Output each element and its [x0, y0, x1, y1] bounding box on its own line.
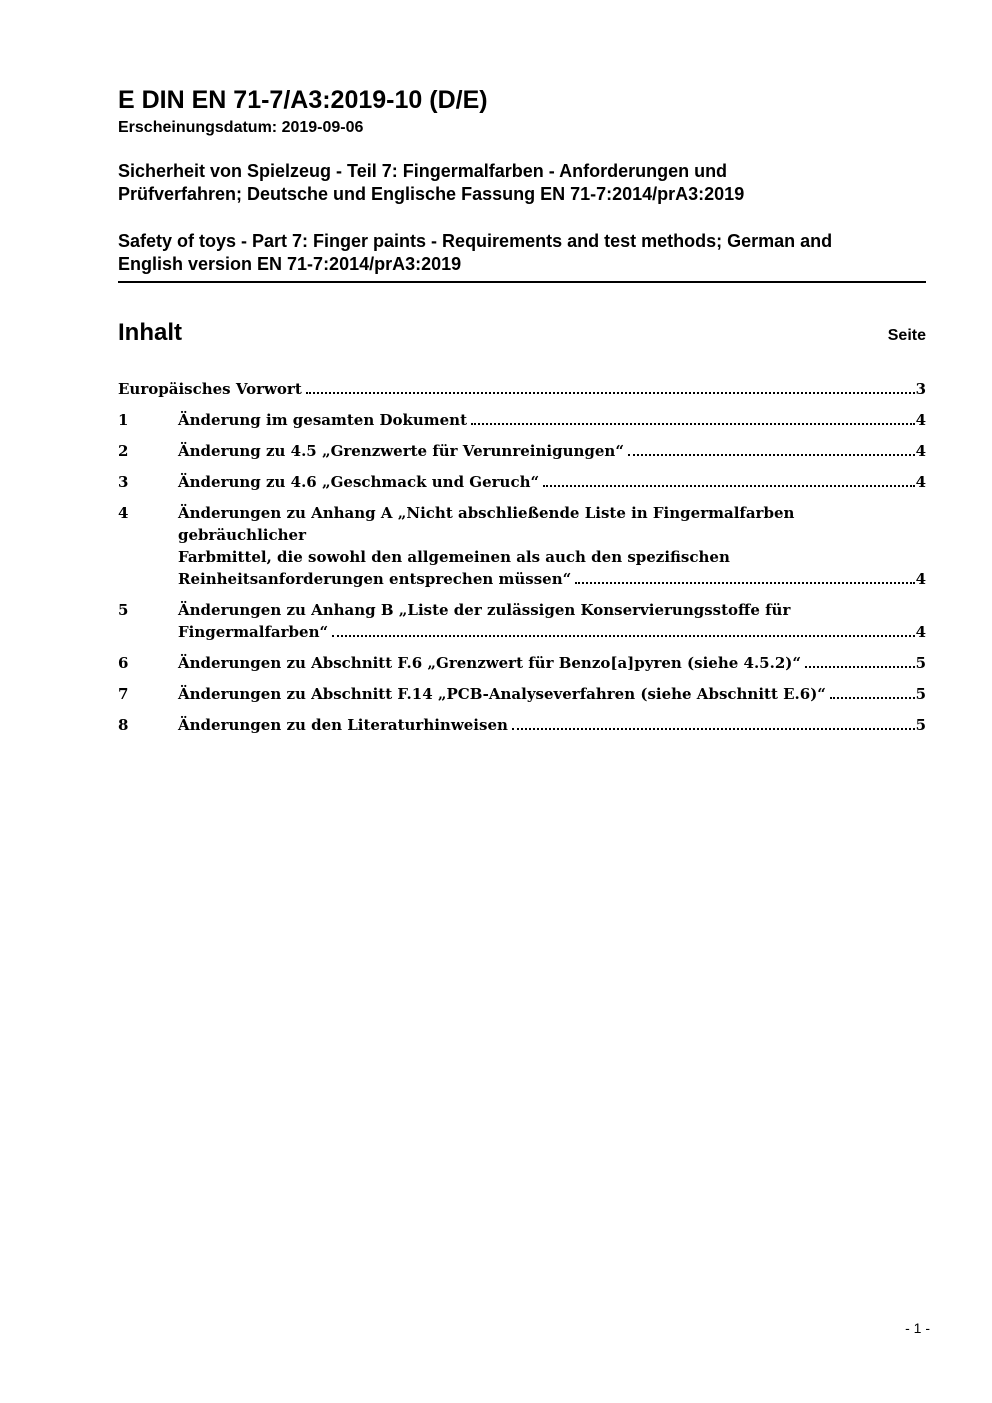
toc-header-row: [118, 319, 926, 347]
toc-entry-text: Änderungen zu Anhang B „Liste der zulässigen Konservierungsstoffe für: [178, 601, 791, 619]
toc-page-number: 4: [915, 623, 926, 641]
toc-entry-lastline: [178, 409, 926, 431]
toc-entry: [118, 471, 926, 493]
toc-entry: [118, 683, 926, 705]
toc-entry: [118, 502, 926, 590]
toc-entry-body: [178, 471, 926, 493]
subtitle-english: [118, 230, 926, 276]
toc-page-number: 4: [915, 442, 926, 460]
toc-page-number: 5: [915, 716, 926, 734]
toc-entry-lastline: [178, 652, 926, 674]
subtitle-english-line-2: English version EN 71-7:2014/prA3:2019: [118, 254, 462, 274]
toc-page-number: 4: [915, 473, 926, 491]
toc-entry-text: Europäisches Vorwort: [118, 380, 302, 398]
toc-entry-lastline: [178, 621, 926, 643]
toc-page-number: 4: [915, 570, 926, 588]
toc-leader-dots: [332, 634, 914, 637]
toc-page-column-label: Seite: [887, 327, 926, 344]
toc-leader-dots: [575, 581, 914, 584]
toc-heading: Inhalt: [118, 319, 182, 346]
toc-entry: [118, 714, 926, 736]
toc-entry-text: Änderungen zu den Literaturhinweisen: [178, 716, 508, 734]
toc-entry-body: [178, 409, 926, 431]
toc-leader-dots: [471, 422, 915, 425]
toc-entry-lastline: [178, 714, 926, 736]
toc-entry-body: [178, 714, 926, 736]
toc-entry-text: Änderung im gesamten Dokument: [178, 411, 468, 429]
document-content: [118, 0, 926, 745]
toc-entry-text: Änderungen zu Anhang A „Nicht abschließende Liste in Fingermalfarben gebräuchlicher: [178, 504, 795, 544]
toc-leader-dots: [805, 665, 915, 668]
toc-leader-dots: [512, 727, 915, 730]
subtitle-german-line-1: Sicherheit von Spielzeug - Teil 7: Fingermalfarben - Anforderungen und: [118, 161, 728, 181]
toc-entry-body: [178, 652, 926, 674]
page-title: E DIN EN 71-7/A3:2019-10 (D/E): [118, 86, 488, 114]
toc-entry-body: [178, 440, 926, 462]
toc-entry-text: Änderungen zu Abschnitt F.14 „PCB-Analyseverfahren (siehe Abschnitt E.6)“: [178, 685, 826, 703]
toc-entry-body: [178, 683, 926, 705]
toc-entry-number: 2: [118, 442, 129, 460]
toc-entry-body: [178, 502, 926, 590]
toc-entry-lastline: [178, 568, 926, 590]
toc-entry-body: [178, 599, 926, 643]
toc-entry-number: 3: [118, 473, 129, 491]
toc-leader-dots: [306, 391, 915, 394]
toc-entry-number: 6: [118, 654, 129, 672]
toc-entry-text: Reinheitsanforderungen entsprechen müssen“: [178, 570, 572, 588]
toc-entry-number: 7: [118, 685, 129, 703]
toc-entry-number: 4: [118, 504, 129, 522]
toc-entry-text: Änderung zu 4.6 „Geschmack und Geruch“: [178, 473, 540, 491]
toc-entry-text: Fingermalfarben“: [178, 623, 329, 641]
toc-page-number: 5: [915, 685, 926, 703]
toc-entry-text: Änderungen zu Abschnitt F.6 „Grenzwert für Benzo[a]pyren (siehe 4.5.2)“: [178, 654, 801, 672]
toc-leader-dots: [543, 484, 914, 487]
subtitle-english-line-1: Safety of toys - Part 7: Finger paints - Requirements and test methods; German and: [118, 231, 833, 251]
toc-entry-number: 5: [118, 601, 129, 619]
toc-page-number: 5: [915, 654, 926, 672]
release-date: Erscheinungsdatum: 2019-09-06: [118, 119, 364, 136]
subtitle-german-line-2: Prüfverfahren; Deutsche und Englische Fassung EN 71-7:2014/prA3:2019: [118, 184, 745, 204]
toc-entry-text: Farbmittel, die sowohl den allgemeinen als auch den spezifischen: [178, 548, 730, 566]
toc-page-number: 3: [915, 380, 926, 398]
header-divider: [118, 281, 926, 283]
table-of-contents: [118, 378, 926, 736]
toc-entry: [118, 440, 926, 462]
footer-page-number: - 1 -: [905, 1320, 930, 1336]
toc-entry: [118, 409, 926, 431]
toc-entry-text: Änderung zu 4.5 „Grenzwerte für Verunreinigungen“: [178, 442, 624, 460]
toc-entry-lastline: [178, 440, 926, 462]
toc-entry-number: 8: [118, 716, 129, 734]
toc-entry-lastline: [178, 683, 926, 705]
toc-leader-dots: [628, 453, 915, 456]
toc-page-number: 4: [915, 411, 926, 429]
toc-entry-number: 1: [118, 411, 129, 429]
toc-entry-body: [118, 378, 926, 400]
toc-leader-dots: [830, 696, 915, 699]
subtitle-german: [118, 160, 926, 206]
toc-entry: [118, 599, 926, 643]
toc-entry-lastline: [118, 378, 926, 400]
toc-entry: [118, 652, 926, 674]
toc-entry: [118, 378, 926, 400]
toc-entry-lastline: [178, 471, 926, 493]
